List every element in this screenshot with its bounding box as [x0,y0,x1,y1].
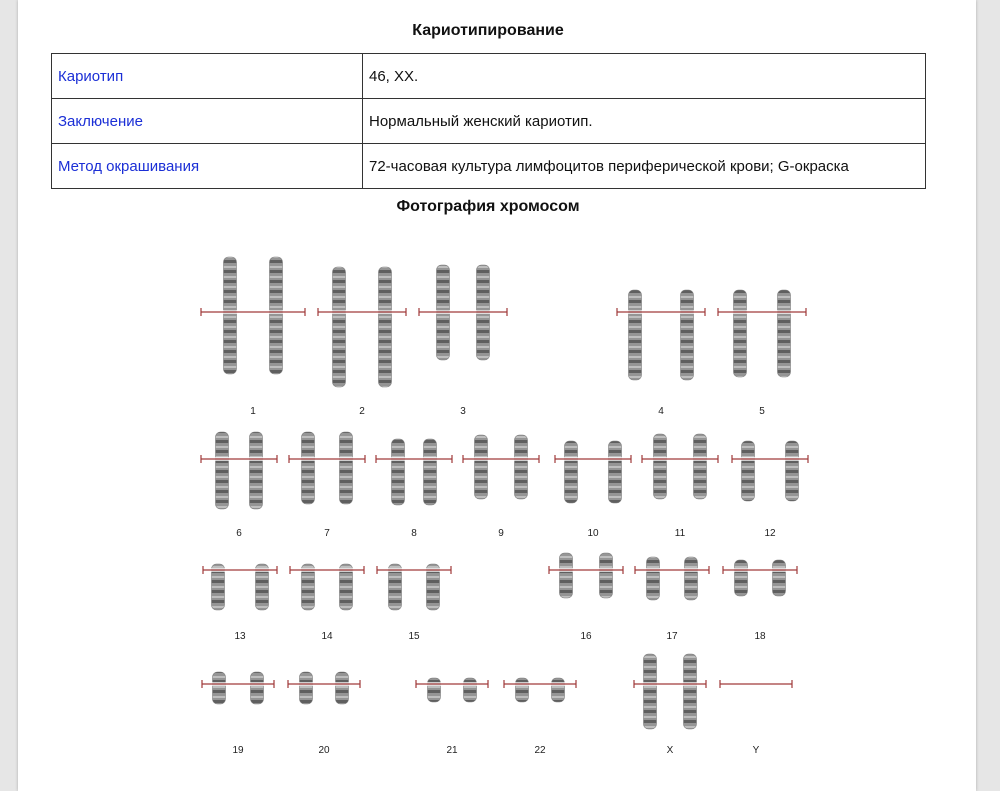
chromosome-7-label: 7 [324,528,330,539]
chromosome-9-pair [463,435,539,539]
chromosome-5-chromatid [734,290,747,377]
chromosome-13-pair [203,564,277,642]
chromosome-1-pair [201,257,305,417]
chromosome-18-chromatid [773,560,786,596]
chromosome-21-chromatid [428,678,441,702]
chromosome-20-chromatid [300,672,313,704]
chromosome-22-chromatid [516,678,529,702]
chromosome-12-label: 12 [764,528,776,539]
chromosome-6-label: 6 [236,528,242,539]
chromosome-14-label: 14 [321,631,333,642]
chromosome-5-pair [718,290,806,417]
chromosome-7-pair [289,432,365,539]
chromosome-4-chromatid [629,290,642,380]
photo-title: Фотография хромосом [396,198,580,215]
chromosome-16-pair [549,553,623,642]
chromosome-22-chromatid [552,678,565,702]
chromosome-9-label: 9 [498,528,504,539]
chromosome-8-chromatid [392,439,405,505]
chromosome-11-chromatid [694,434,707,499]
chromosome-16-chromatid [600,553,613,598]
chromosome-6-pair [201,432,277,539]
chromosome-8-label: 8 [411,528,417,539]
chromosome-9-chromatid [475,435,488,499]
row-label-conclusion: Заключение [52,99,363,144]
chromosome-2-pair [318,267,406,417]
karyotype-info-table [51,53,926,189]
chromosome-7-chromatid [340,432,353,504]
chromosome-14-pair [290,564,364,642]
chromosome-x-pair [634,654,706,756]
row-label-karyotype: Кариотип [52,54,363,99]
chromosome-x-chromatid [644,654,657,729]
chromosome-9-chromatid [515,435,528,499]
chromosome-22-label: 22 [534,745,546,756]
chromosome-5-chromatid [778,290,791,377]
chromosome-4-chromatid [681,290,694,380]
table-row [52,144,926,189]
chromosome-17-chromatid [685,557,698,600]
chromosome-3-pair [419,265,507,417]
chromosome-10-chromatid [565,441,578,503]
chromosome-19-pair [202,672,274,756]
karyogram-image [18,230,976,770]
chromosome-5-label: 5 [759,406,765,417]
row-value-karyotype: 46, XX. [363,54,926,99]
chromosome-20-pair [288,672,360,756]
chromosome-6-chromatid [250,432,263,509]
chromosome-18-label: 18 [754,631,766,642]
chromosome-4-pair [617,290,705,417]
chromosome-1-chromatid [270,257,283,374]
chromosome-17-chromatid [647,557,660,600]
chromosome-4-label: 4 [658,406,664,417]
chromosome-11-pair [642,434,718,539]
chromosome-16-chromatid [560,553,573,598]
chromosome-19-chromatid [213,672,226,704]
chromosome-8-chromatid [424,439,437,505]
chromosome-17-label: 17 [666,631,678,642]
chromosome-21-chromatid [464,678,477,702]
row-value-staining-method: 72-часовая культура лимфоцитов периферической крови; G-окраска [363,144,926,189]
chromosome-10-pair [555,441,631,539]
table-row [52,99,926,144]
chromosome-x-label: X [666,745,674,756]
chromosome-2-chromatid [333,267,346,387]
chromosome-12-chromatid [786,441,799,501]
chromosome-20-chromatid [336,672,349,704]
report-page [18,0,976,791]
chromosome-8-pair [376,439,452,539]
chromosome-1-label: 1 [250,406,256,417]
chromosome-19-label: 19 [232,745,244,756]
chromosome-20-label: 20 [318,745,330,756]
chromosome-2-label: 2 [359,406,365,417]
row-label-staining-method: Метод окрашивания [52,144,363,189]
chromosome-7-chromatid [302,432,315,504]
chromosome-18-chromatid [735,560,748,596]
row-value-conclusion: Нормальный женский кариотип. [363,99,926,144]
chromosome-3-label: 3 [460,406,466,417]
chromosome-12-pair [732,441,808,539]
chromosome-11-label: 11 [674,528,686,539]
chromosome-x-chromatid [684,654,697,729]
chromosome-19-chromatid [251,672,264,704]
chromosome-10-label: 10 [587,528,599,539]
chromosome-15-label: 15 [408,631,420,642]
chromosome-15-pair [377,564,451,642]
chromosome-21-pair [416,678,488,756]
chromosome-16-label: 16 [580,631,592,642]
report-title: Кариотипирование [412,22,564,39]
chromosome-12-chromatid [742,441,755,501]
table-row [52,54,926,99]
chromosome-y-label: Y [752,745,760,756]
chromosome-y-pair [720,680,792,756]
chromosome-22-pair [504,678,576,756]
chromosome-10-chromatid [609,441,622,503]
chromosome-6-chromatid [216,432,229,509]
chromosome-1-chromatid [224,257,237,374]
chromosome-13-label: 13 [234,631,246,642]
chromosome-18-pair [723,560,797,642]
chromosome-21-label: 21 [446,745,458,756]
chromosome-17-pair [635,557,709,642]
chromosome-11-chromatid [654,434,667,499]
chromosome-2-chromatid [379,267,392,387]
